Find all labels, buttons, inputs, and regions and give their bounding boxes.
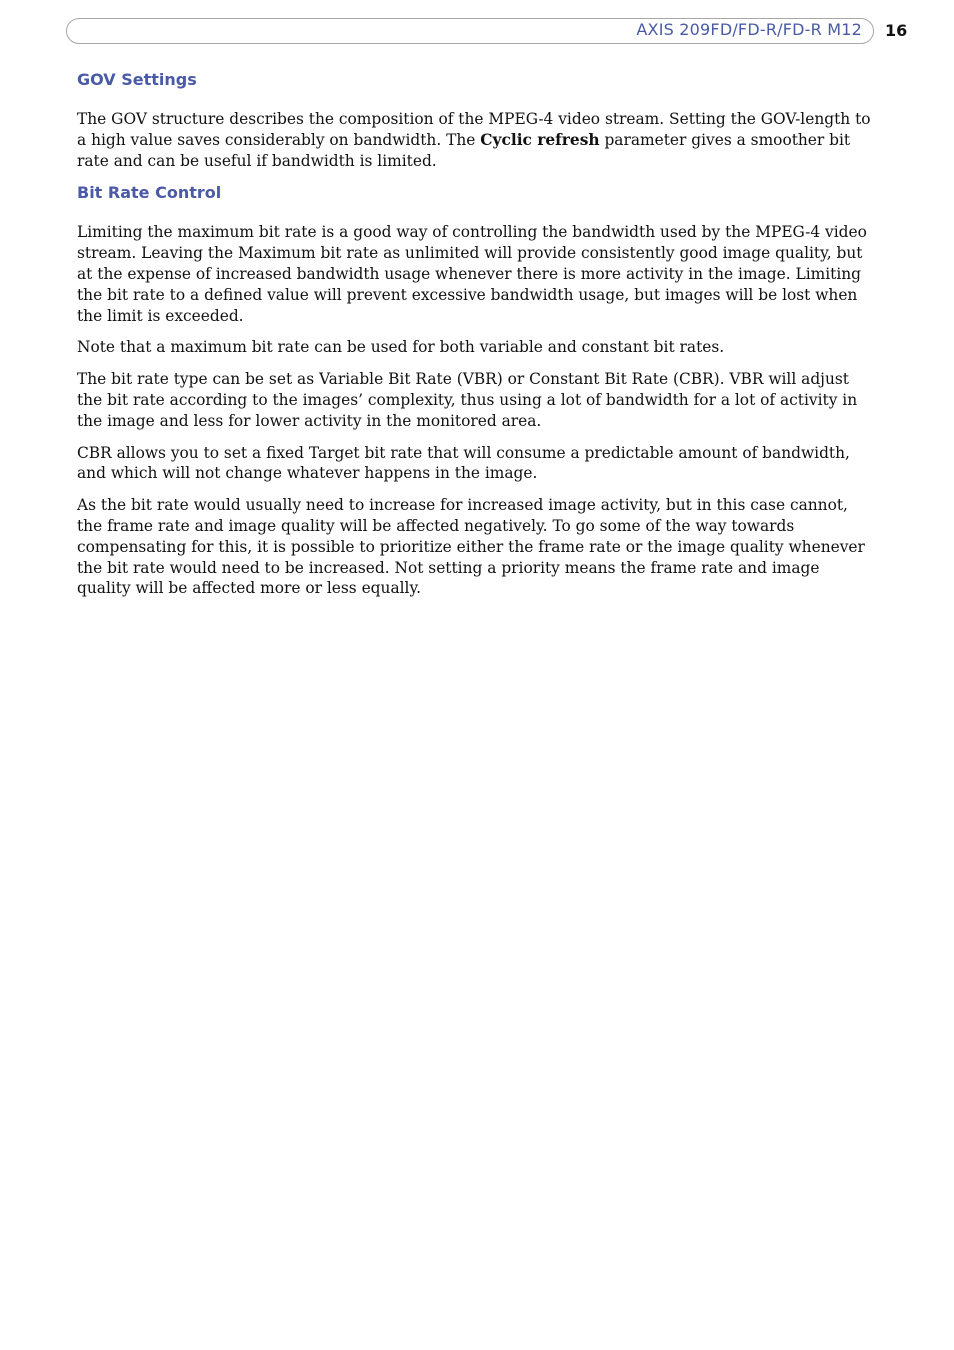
page-content [77,68,873,599]
document-title: AXIS 209FD/FD-R/FD-R M12 [636,20,862,39]
paragraph-bit-rate-type: The bit rate type can be set as Variable Bit Rate (VBR) or Constant Bit Rate (CBR). VBR will adjust the bit rate according to the images’ complexity, thus using a lot of bandwidth for a lot of activity in the image and less for lower activity in the monitored area. [77,370,858,430]
section-title-gov-settings: GOV Settings [77,70,197,89]
section-title-bit-rate-control: Bit Rate Control [77,183,222,203]
paragraph-text: The GOV structure describes the composition of the MPEG-4 video stream. Setting the GOV-length to a high value saves considerably on bandwidth. The [77,110,871,149]
paragraph-text: parameter gives a smoother bit rate and can be useful if bandwidth is limited. [77,130,851,170]
paragraph-priority: As the bit rate would usually need to increase for increased image activity, but in this case cannot, the frame rate and image quality will be affected negatively. To go some of the way towards compensating for this, it is possible to prioritize either the frame rate or the image quality whenever the bit rate would need to be increased. Not setting a priority means the frame rate and image quality will be affected more or less equally. [77,496,865,598]
page-number: 16 [885,21,908,40]
paragraph-max-bit-rate: Limiting the maximum bit rate is a good way of controlling the bandwidth used by the MPEG-4 video stream. Leaving the Maximum bit rate as unlimited will provide consistently good image quality, but at the expense of increased bandwidth usage whenever there is more activity in the image. Limiting the bit rate to a defined value will prevent excessive bandwidth usage, but images will be lost when the limit is exceeded. [77,223,867,325]
paragraph-bit-rate-note: Note that a maximum bit rate can be used for both variable and constant bit rates. [77,338,725,357]
paragraph-cbr: CBR allows you to set a fixed Target bit rate that will consume a predictable amount of bandwidth, and which will not change whatever happens in the image. [77,443,850,483]
cyclic-refresh-term: Cyclic refresh [480,130,600,149]
paragraph-gov-structure [77,109,873,171]
